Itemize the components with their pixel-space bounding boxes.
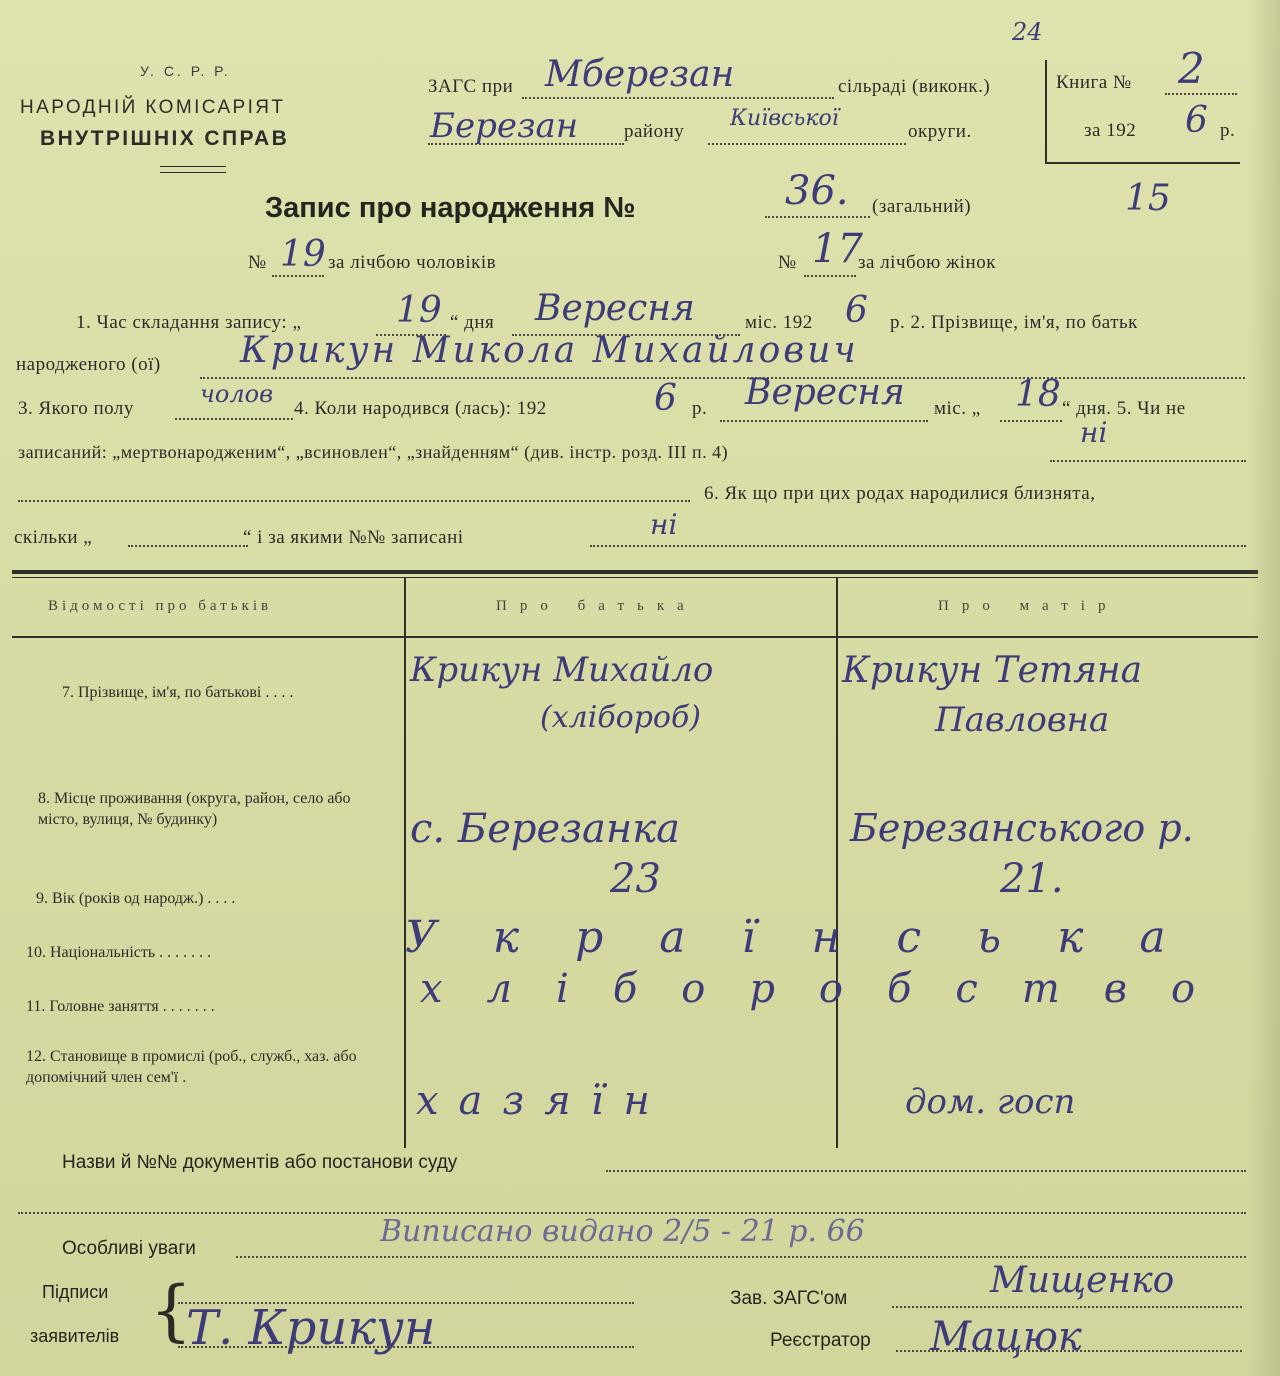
head-signature: Мищенко <box>990 1260 1175 1301</box>
name-label-start: р. 2. Прізвище, ім'я, по батьк <box>890 312 1138 333</box>
book-year-handwritten: 6 <box>1185 100 1208 141</box>
row-label-nationality: 10. Національність . . . . . . . <box>26 944 212 961</box>
zags-prefix: ЗАГС при <box>428 76 514 97</box>
record-month-handwritten: Вересня <box>535 288 695 329</box>
village-handwritten: Мберезан <box>545 54 735 95</box>
twins-count-label: скільки „ <box>14 527 93 548</box>
header-divider <box>160 166 226 167</box>
header-mother: Про матір <box>938 598 1119 614</box>
men-count-handwritten: 19 <box>280 234 326 275</box>
birth-month-line <box>720 420 928 422</box>
nationality-handwritten: Українська <box>405 912 1222 963</box>
record-year-prefix: міс. 192 <box>745 312 813 333</box>
internal-affairs-label: ВНУТРІШНІХ СПРАВ <box>40 127 290 150</box>
signatures-label: Підписи <box>42 1282 109 1302</box>
district-handwritten: Березан <box>430 106 579 146</box>
men-count-label: за лічбою чоловіків <box>328 252 497 273</box>
page-edge-shadow <box>1248 0 1280 1376</box>
row-label-name: 7. Прізвище, ім'я, по батькові . . . . <box>62 684 294 701</box>
row-label-status: 12. Становище в промислі (роб., служб., хаз. або допомічний член сем'ї . <box>26 1048 357 1086</box>
table-top-rule-thin <box>12 577 1258 578</box>
stillborn-question: записаний: „мертвонародженим“, „всиновлен“, „знайденням“ (див. інстр. розд. III п. 4) <box>18 442 729 462</box>
book-year-suffix: р. <box>1220 120 1236 141</box>
council-suffix: сільраді (виконк.) <box>838 76 991 97</box>
table-divider-1 <box>404 578 406 1148</box>
okrug-field-line <box>708 143 906 145</box>
record-number-line <box>765 216 870 218</box>
village-field-line <box>522 97 834 99</box>
father-status-handwritten: хазяїн <box>416 1078 670 1124</box>
table-top-rule <box>12 570 1258 574</box>
mother-status-handwritten: дом. госп <box>905 1082 1076 1122</box>
women-count-prefix: № <box>778 252 797 273</box>
applicants-label: заявителів <box>30 1326 120 1346</box>
twins-count-line <box>128 545 248 547</box>
mother-age-handwritten: 21. <box>1000 856 1064 902</box>
record-day-handwritten: 19 <box>396 290 442 331</box>
signatures-brace: { <box>150 1272 192 1349</box>
father-name-handwritten: Крикун Михайло <box>410 650 714 690</box>
mother-patronymic-handwritten: Павловна <box>935 700 1110 740</box>
notes-line <box>236 1256 1246 1258</box>
header-father: Про батька <box>496 598 697 614</box>
father-residence-handwritten: с. Березанка <box>410 806 680 852</box>
documents-label: Назви й №№ документів або постанови суду <box>62 1152 458 1173</box>
record-number-handwritten: 36. <box>785 168 849 214</box>
registrar-label: Реєстратор <box>770 1330 871 1351</box>
twins-handwritten: ні <box>650 508 678 541</box>
okrug-suffix: округи. <box>908 121 972 142</box>
book-year-prefix: за 192 <box>1084 120 1137 141</box>
district-field-line <box>428 143 624 145</box>
record-day-suffix: “ дня <box>450 312 495 333</box>
newborn-name-handwritten: Крикун Микола Михайлович <box>240 330 859 371</box>
row-label-residence: 8. Місце проживання (округа, район, село або місто, вулиця, № будинку) <box>38 790 351 828</box>
birth-day-line <box>1000 420 1062 422</box>
book-box-left-border <box>1045 60 1047 164</box>
commissariat-label: НАРОДНІЙ КОМІСАРІЯТ <box>20 97 286 118</box>
women-count-label: за лічбою жінок <box>858 252 996 273</box>
ussr-label: У. С. Р. Р. <box>140 63 231 79</box>
newborn-name-line <box>200 377 1245 379</box>
birth-day-handwritten: 18 <box>1015 374 1061 415</box>
record-title: Запис про народження № <box>265 192 636 224</box>
father-age-handwritten: 23 <box>610 856 661 902</box>
row-label-age: 9. Вік (років од народж.) . . . . <box>36 890 236 907</box>
birth-date-label: 4. Коли народився (лась): 192 <box>294 398 547 419</box>
notes-label: Особливі уваги <box>62 1238 196 1259</box>
row-label-occupation: 11. Головне заняття . . . . . . . <box>26 998 215 1015</box>
applicant-line-1 <box>178 1302 634 1304</box>
time-of-record-label: 1. Час складання запису: „ <box>76 312 302 333</box>
corner-page-mark: 24 <box>1012 18 1043 46</box>
notes-handwritten: Виписано видано 2/5 - 21 р. 66 <box>380 1214 865 1249</box>
men-count-line <box>272 275 324 277</box>
stillborn-continuation-line <box>18 500 690 502</box>
birth-year-suffix: р. <box>692 398 708 419</box>
applicant-signature: Т. Крикун <box>186 1300 436 1356</box>
birth-day-prefix: міс. „ <box>934 398 981 419</box>
men-count-prefix: № <box>248 252 267 273</box>
extra-number-handwritten: 15 <box>1125 178 1171 219</box>
stillborn-question-start: “ дня. 5. Чи не <box>1062 398 1186 419</box>
district-suffix: району <box>624 121 685 142</box>
table-divider-2 <box>836 578 838 1148</box>
general-label: (загальний) <box>872 196 972 217</box>
mother-name-handwritten: Крикун Тетяна <box>842 650 1143 691</box>
women-count-handwritten: 17 <box>812 226 863 272</box>
book-number-handwritten: 2 <box>1178 44 1205 93</box>
occupation-handwritten: хліборобство <box>420 966 1240 1012</box>
twins-numbers-label: “ і за якими №№ записані <box>243 527 464 548</box>
sex-label: 3. Якого полу <box>18 398 134 419</box>
documents-line <box>606 1170 1246 1172</box>
twins-numbers-line <box>590 545 1246 547</box>
book-number-line <box>1165 93 1237 95</box>
header-parents-info: Відомості про батьків <box>48 598 273 614</box>
twins-question: 6. Як що при цих родах народилися близнята, <box>704 483 1096 504</box>
sex-handwritten: чолов <box>200 380 274 408</box>
newborn-label: народженого (ої) <box>16 354 161 375</box>
birth-month-handwritten: Вересня <box>745 372 905 413</box>
stillborn-handwritten: ні <box>1080 416 1108 449</box>
record-year-handwritten: 6 <box>845 290 868 331</box>
head-line <box>892 1306 1242 1308</box>
women-count-line <box>804 275 856 277</box>
book-box-bottom-border <box>1045 162 1240 164</box>
sex-line <box>175 418 293 420</box>
mother-residence-handwritten: Березанського р. <box>850 806 1194 850</box>
head-label: Зав. ЗАГС'ом <box>730 1288 848 1309</box>
header-divider <box>160 172 226 173</box>
table-header-rule <box>12 636 1258 638</box>
father-occupation-note-handwritten: (хлібороб) <box>540 700 701 735</box>
birth-year-handwritten: 6 <box>654 378 677 419</box>
okrug-handwritten: Київської <box>730 106 839 131</box>
stillborn-line <box>1050 460 1246 462</box>
applicant-line-2 <box>178 1346 634 1348</box>
book-label: Книга № <box>1056 72 1132 93</box>
registrar-signature: Мацюк <box>930 1314 1082 1360</box>
registrar-line <box>896 1350 1242 1352</box>
